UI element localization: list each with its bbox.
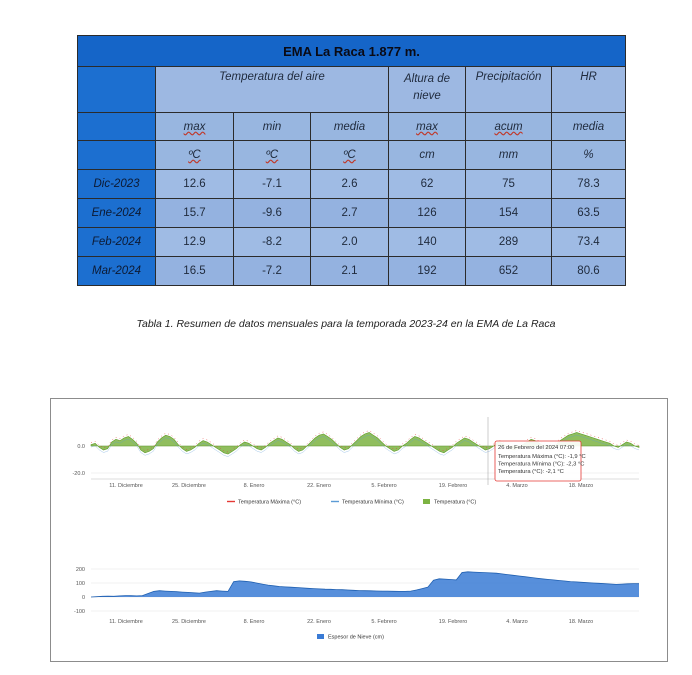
cell: 2.6 bbox=[311, 169, 389, 198]
x-tick-label: 8. Enero bbox=[243, 483, 265, 489]
subhead-temp-min: min bbox=[234, 113, 311, 141]
legend-label: Espesor de Nieve (cm) bbox=[328, 634, 384, 641]
ema-table bbox=[77, 35, 626, 286]
y-tick-label: 100 bbox=[75, 581, 85, 587]
tooltip-line: Temperatura Mínima (°C): -2,3 °C bbox=[498, 461, 585, 468]
unit-snow: cm bbox=[389, 141, 466, 169]
tooltip-line: Temperatura Máxima (°C): -1,9 °C bbox=[498, 454, 586, 460]
unit-temp-media: ºC bbox=[343, 148, 356, 161]
x-tick-label: 22. Enero bbox=[307, 619, 331, 625]
group-prec: Precipitación bbox=[466, 67, 552, 113]
snow-area bbox=[91, 572, 639, 597]
charts-panel bbox=[50, 398, 668, 662]
cell: 73.4 bbox=[552, 227, 626, 256]
x-tick-label: 5. Febrero bbox=[371, 619, 397, 625]
cell: -8.2 bbox=[234, 227, 311, 256]
legend-swatch bbox=[317, 634, 324, 639]
summary-table bbox=[77, 35, 625, 286]
charts-svg bbox=[51, 399, 667, 661]
unit-temp-min: ºC bbox=[265, 148, 279, 161]
unit-hr: % bbox=[552, 141, 626, 169]
unit-prec: mm bbox=[466, 141, 552, 169]
subhead-corner bbox=[78, 113, 156, 141]
legend-label: Temperatura (°C) bbox=[434, 499, 477, 506]
y-tick-label: -20.0 bbox=[72, 471, 85, 477]
cell: 2.1 bbox=[311, 256, 389, 285]
table-title: EMA La Raca 1.877 m. bbox=[78, 36, 626, 67]
subhead-prec-acum: acum bbox=[494, 120, 523, 133]
legend-swatch bbox=[423, 499, 430, 504]
x-tick-label: 19. Febrero bbox=[438, 619, 468, 625]
x-tick-label: 8. Enero bbox=[243, 619, 265, 625]
cell: 126 bbox=[389, 198, 466, 227]
y-tick-label: -100 bbox=[73, 609, 85, 615]
tooltip-line: Temperatura (°C): -2,1 °C bbox=[498, 469, 564, 475]
cell: 289 bbox=[466, 227, 552, 256]
cell: -7.2 bbox=[234, 256, 311, 285]
y-tick-label: 0.0 bbox=[77, 444, 85, 450]
legend-label: Temperatura Mínima (°C) bbox=[342, 499, 404, 506]
subhead-temp-max: max bbox=[183, 120, 206, 133]
row-label: Mar-2024 bbox=[78, 256, 156, 285]
x-tick-label: 11. Diciembre bbox=[109, 619, 143, 625]
table-row bbox=[78, 227, 626, 256]
row-label: Dic-2023 bbox=[78, 169, 156, 198]
cell: 192 bbox=[389, 256, 466, 285]
cell: 16.5 bbox=[156, 256, 234, 285]
cell: 140 bbox=[389, 227, 466, 256]
unit-temp-max: ºC bbox=[188, 148, 201, 161]
x-tick-label: 4. Marzo bbox=[506, 619, 528, 625]
x-tick-label: 4. Marzo bbox=[506, 483, 528, 489]
cell: 12.9 bbox=[156, 227, 234, 256]
cell: 154 bbox=[466, 198, 552, 227]
group-snow: Altura de nieve bbox=[389, 67, 466, 113]
x-tick-label: 18. Marzo bbox=[568, 619, 594, 625]
cell: 2.0 bbox=[311, 227, 389, 256]
cell: 75 bbox=[466, 169, 552, 198]
cell: 63.5 bbox=[552, 198, 626, 227]
x-tick-label: 25. Diciembre bbox=[172, 619, 206, 625]
table-caption: Tabla 1. Resumen de datos mensuales para la temporada 2023-24 en la EMA de La Raca bbox=[136, 318, 556, 330]
table-row bbox=[78, 256, 626, 285]
x-tick-label: 5. Febrero bbox=[371, 483, 397, 489]
x-tick-label: 22. Enero bbox=[307, 483, 331, 489]
x-tick-label: 11. Diciembre bbox=[109, 483, 143, 489]
cell: 12.6 bbox=[156, 169, 234, 198]
table-row bbox=[78, 198, 626, 227]
cell: 80.6 bbox=[552, 256, 626, 285]
y-tick-label: 0 bbox=[81, 595, 85, 601]
cell: 15.7 bbox=[156, 198, 234, 227]
y-tick-label: 200 bbox=[75, 567, 85, 573]
subhead-hr-media: media bbox=[552, 113, 626, 141]
table-row bbox=[78, 169, 626, 198]
row-label: Feb-2024 bbox=[78, 227, 156, 256]
cell: 78.3 bbox=[552, 169, 626, 198]
corner-cell bbox=[78, 67, 156, 113]
cell: -9.6 bbox=[234, 198, 311, 227]
cell: -7.1 bbox=[234, 169, 311, 198]
subhead-snow-max: max bbox=[416, 120, 438, 133]
top-heading-fragment bbox=[0, 0, 692, 7]
tooltip-date: 26 de Febrero del 2024 07:00 bbox=[498, 445, 575, 451]
cell: 652 bbox=[466, 256, 552, 285]
units-corner bbox=[78, 141, 156, 169]
row-label: Ene-2024 bbox=[78, 198, 156, 227]
x-tick-label: 19. Febrero bbox=[438, 483, 468, 489]
group-hr: HR bbox=[552, 67, 626, 113]
cell: 2.7 bbox=[311, 198, 389, 227]
group-temp: Temperatura del aire bbox=[156, 67, 389, 113]
cell: 62 bbox=[389, 169, 466, 198]
x-tick-label: 25. Diciembre bbox=[172, 483, 206, 489]
x-tick-label: 18. Marzo bbox=[568, 483, 594, 489]
subhead-temp-media: media bbox=[311, 113, 389, 141]
legend-label: Temperatura Máxima (°C) bbox=[238, 499, 302, 506]
